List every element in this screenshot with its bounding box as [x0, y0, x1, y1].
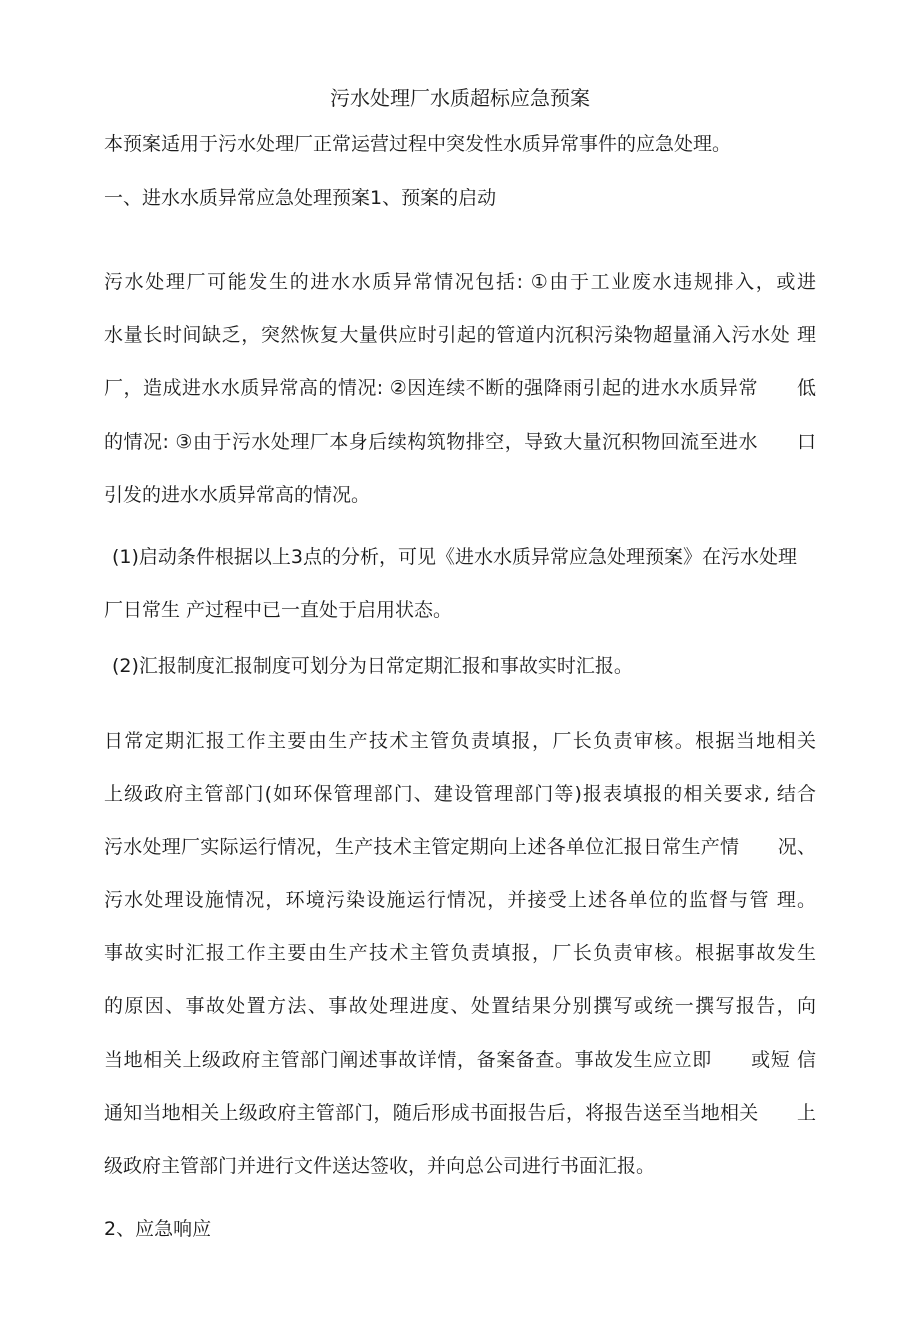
- reporting-paragraph-line: 当地相关上级政府主管部门阐述事故详情，备案备查。事故发生应立即 或短 信: [104, 1049, 816, 1071]
- paragraph-line: 水量长时间缺乏，突然恢复大量供应时引起的管道内沉积污染物超量涌入污水处 理: [104, 324, 816, 346]
- reporting-system-heading: (2)汇报制度汇报制度可划分为日常定期汇报和事故实时汇报。: [112, 655, 633, 677]
- reporting-paragraph-line: 事故实时汇报工作主要由生产技术主管负责填报，厂长负责审核。根据事故发生: [104, 942, 816, 964]
- startup-condition-line: 厂日常生 产过程中已一直处于启用状态。: [104, 599, 453, 621]
- reporting-paragraph-line: 通知当地相关上级政府主管部门，随后形成书面报告后，将报告送至当地相关 上: [104, 1102, 816, 1124]
- reporting-paragraph-line: 污水处理设施情况，环境污染设施运行情况，并接受上述各单位的监督与管 理。: [104, 889, 816, 911]
- paragraph-line: 引发的进水水质异常高的情况。: [104, 484, 371, 506]
- reporting-paragraph-line: 污水处理厂实际运行情况，生产技术主管定期向上述各单位汇报日常生产情 况、: [104, 836, 816, 858]
- document-title: 污水处理厂水质超标应急预案: [330, 86, 590, 110]
- section-1-heading: 一、进水水质异常应急处理预案1、预案的启动: [104, 187, 497, 209]
- reporting-paragraph-line: 级政府主管部门并进行文件送达签收，并向总公司进行书面汇报。: [104, 1155, 656, 1177]
- paragraph-line: 污水处理厂可能发生的进水水质异常情况包括: ①由于工业废水违规排入，或进: [104, 271, 816, 293]
- reporting-paragraph-line: 的原因、事故处置方法、事故处理进度、处置结果分别撰写或统一撰写报告，向: [104, 995, 816, 1017]
- reporting-paragraph-line: 日常定期汇报工作主要由生产技术主管负责填报，厂长负责审核。根据当地相关: [104, 730, 816, 752]
- startup-condition-line: (1)启动条件根据以上3点的分析，可见《进水水质异常应急处理预案》在污水处理: [112, 546, 798, 568]
- paragraph-line: 的情况: ③由于污水处理厂本身后续构筑物排空，导致大量沉积物回流至进水 口: [104, 431, 816, 453]
- section-2-heading: 2、应急响应: [104, 1218, 212, 1240]
- reporting-paragraph-line: 上级政府主管部门(如环保管理部门、建设管理部门等)报表填报的相关要求, 结合: [104, 783, 816, 805]
- intro-paragraph: 本预案适用于污水处理厂正常运营过程中突发性水质异常事件的应急处理。: [104, 133, 732, 155]
- paragraph-line: 厂，造成进水水质异常高的情况: ②因连续不断的强降雨引起的进水水质异常 低: [104, 377, 816, 399]
